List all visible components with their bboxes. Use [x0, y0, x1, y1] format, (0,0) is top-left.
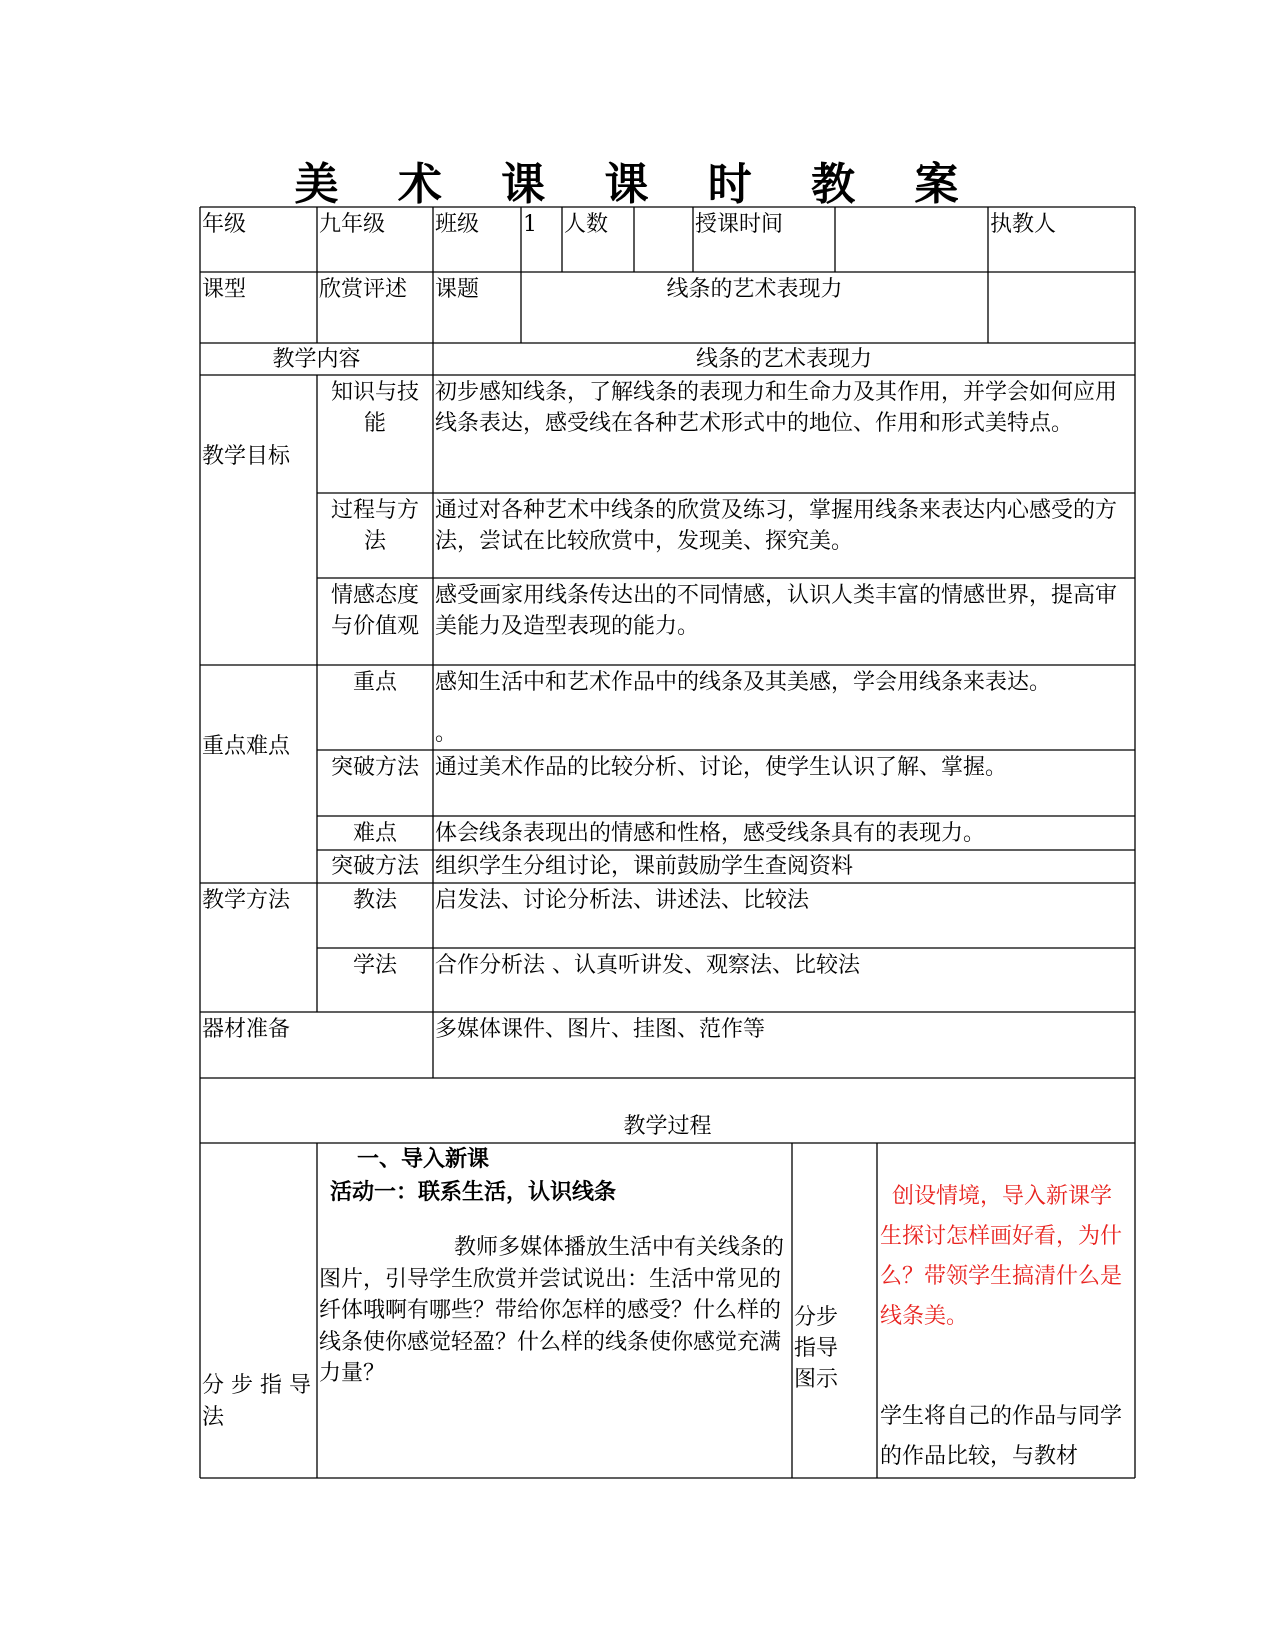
difficulty-method-text: 组织学生分组讨论，课前鼓励学生查阅资料 [435, 854, 854, 879]
class-label: 班级 [435, 212, 480, 237]
teach-method-text: 启发法、讨论分析法、讲述法、比较法 [435, 888, 810, 913]
key-extra: 。 [435, 721, 458, 746]
objective-knowledge-text: 初步感知线条，了解线条的表现力和生命力及其作用，并学会如何应用线条表达，感受线在各种艺术形式中的地位、作用和形式美特点。 [435, 380, 1118, 436]
process-left-label: 分 步 指 导 法 [202, 1373, 311, 1430]
difficulty-label: 难点 [352, 821, 397, 846]
process-note-black: 学生将自己的作品与同学的作品比较，与教材 [880, 1404, 1123, 1469]
key-method-label: 突破方法 [330, 755, 419, 780]
class-value: 1 [523, 212, 537, 237]
methods-label: 教学方法 [202, 888, 291, 913]
objective-process-text: 通过对各种艺术中线条的欣赏及练习，掌握用线条来表达内心感受的方法，尝试在比较欣赏中，发现美、探究美。 [435, 498, 1118, 554]
objective-process-label: 过程与方法 [330, 498, 419, 554]
teach-method-label: 教法 [352, 888, 397, 913]
objectives-label: 教学目标 [202, 444, 291, 469]
content-label: 教学内容 [272, 347, 361, 372]
process-mid-label: 分步指导图示 [794, 1305, 839, 1392]
objective-knowledge-label: 知识与技能 [330, 380, 419, 436]
learn-method-text: 合作分析法 、认真听讲发、观察法、比较法 [435, 953, 860, 978]
type-label: 课型 [202, 277, 247, 302]
grade-value: 九年级 [319, 212, 386, 237]
time-label: 授课时间 [695, 212, 784, 237]
type-value: 欣赏评述 [319, 277, 408, 302]
key-method-text: 通过美术作品的比较分析、讨论，使学生认识了解、掌握。 [435, 755, 1008, 780]
count-label: 人数 [564, 212, 609, 237]
activity-text: 教师多媒体播放生活中有关线条的图片，引导学生欣赏并尝试说出：生活中常见的纤体哦啊有哪些？带给你怎样的感受？什么样的线条使你感觉轻盈？什么样的线条使你感觉充满力量？ [319, 1235, 785, 1386]
materials-text: 多媒体课件、图片、挂图、范作等 [435, 1017, 766, 1042]
topic-label: 课题 [435, 277, 480, 302]
activity-title: 活动一：联系生活，认识线条 [330, 1179, 617, 1205]
grade-label: 年级 [202, 212, 247, 237]
key-label: 重点 [352, 670, 397, 695]
key-points-label: 重点难点 [202, 734, 291, 759]
objective-emotion-label: 情感态度与价值观 [330, 583, 419, 639]
section-title: 一、导入新课 [357, 1146, 490, 1172]
page-title: 美 术 课 课 时 教 案 [294, 159, 981, 210]
teacher-label: 执教人 [990, 212, 1057, 237]
process-label: 教学过程 [623, 1114, 712, 1139]
process-note-red: 创设情境，导入新课学生探讨怎样画好看，为什么？带领学生搞清什么是线条美。 [880, 1184, 1123, 1329]
difficulty-method-label: 突破方法 [330, 854, 419, 879]
key-text: 感知生活中和艺术作品中的线条及其美感，学会用线条来表达。 [435, 670, 1052, 695]
difficulty-text: 体会线条表现出的情感和性格，感受线条具有的表现力。 [435, 821, 986, 846]
topic-value: 线条的艺术表现力 [666, 277, 843, 302]
content-value: 线条的艺术表现力 [695, 347, 872, 372]
materials-label: 器材准备 [202, 1017, 291, 1042]
learn-method-label: 学法 [352, 953, 397, 978]
objective-emotion-text: 感受画家用线条传达出的不同情感，认识人类丰富的情感世界，提高审美能力及造型表现的能力。 [435, 583, 1118, 639]
